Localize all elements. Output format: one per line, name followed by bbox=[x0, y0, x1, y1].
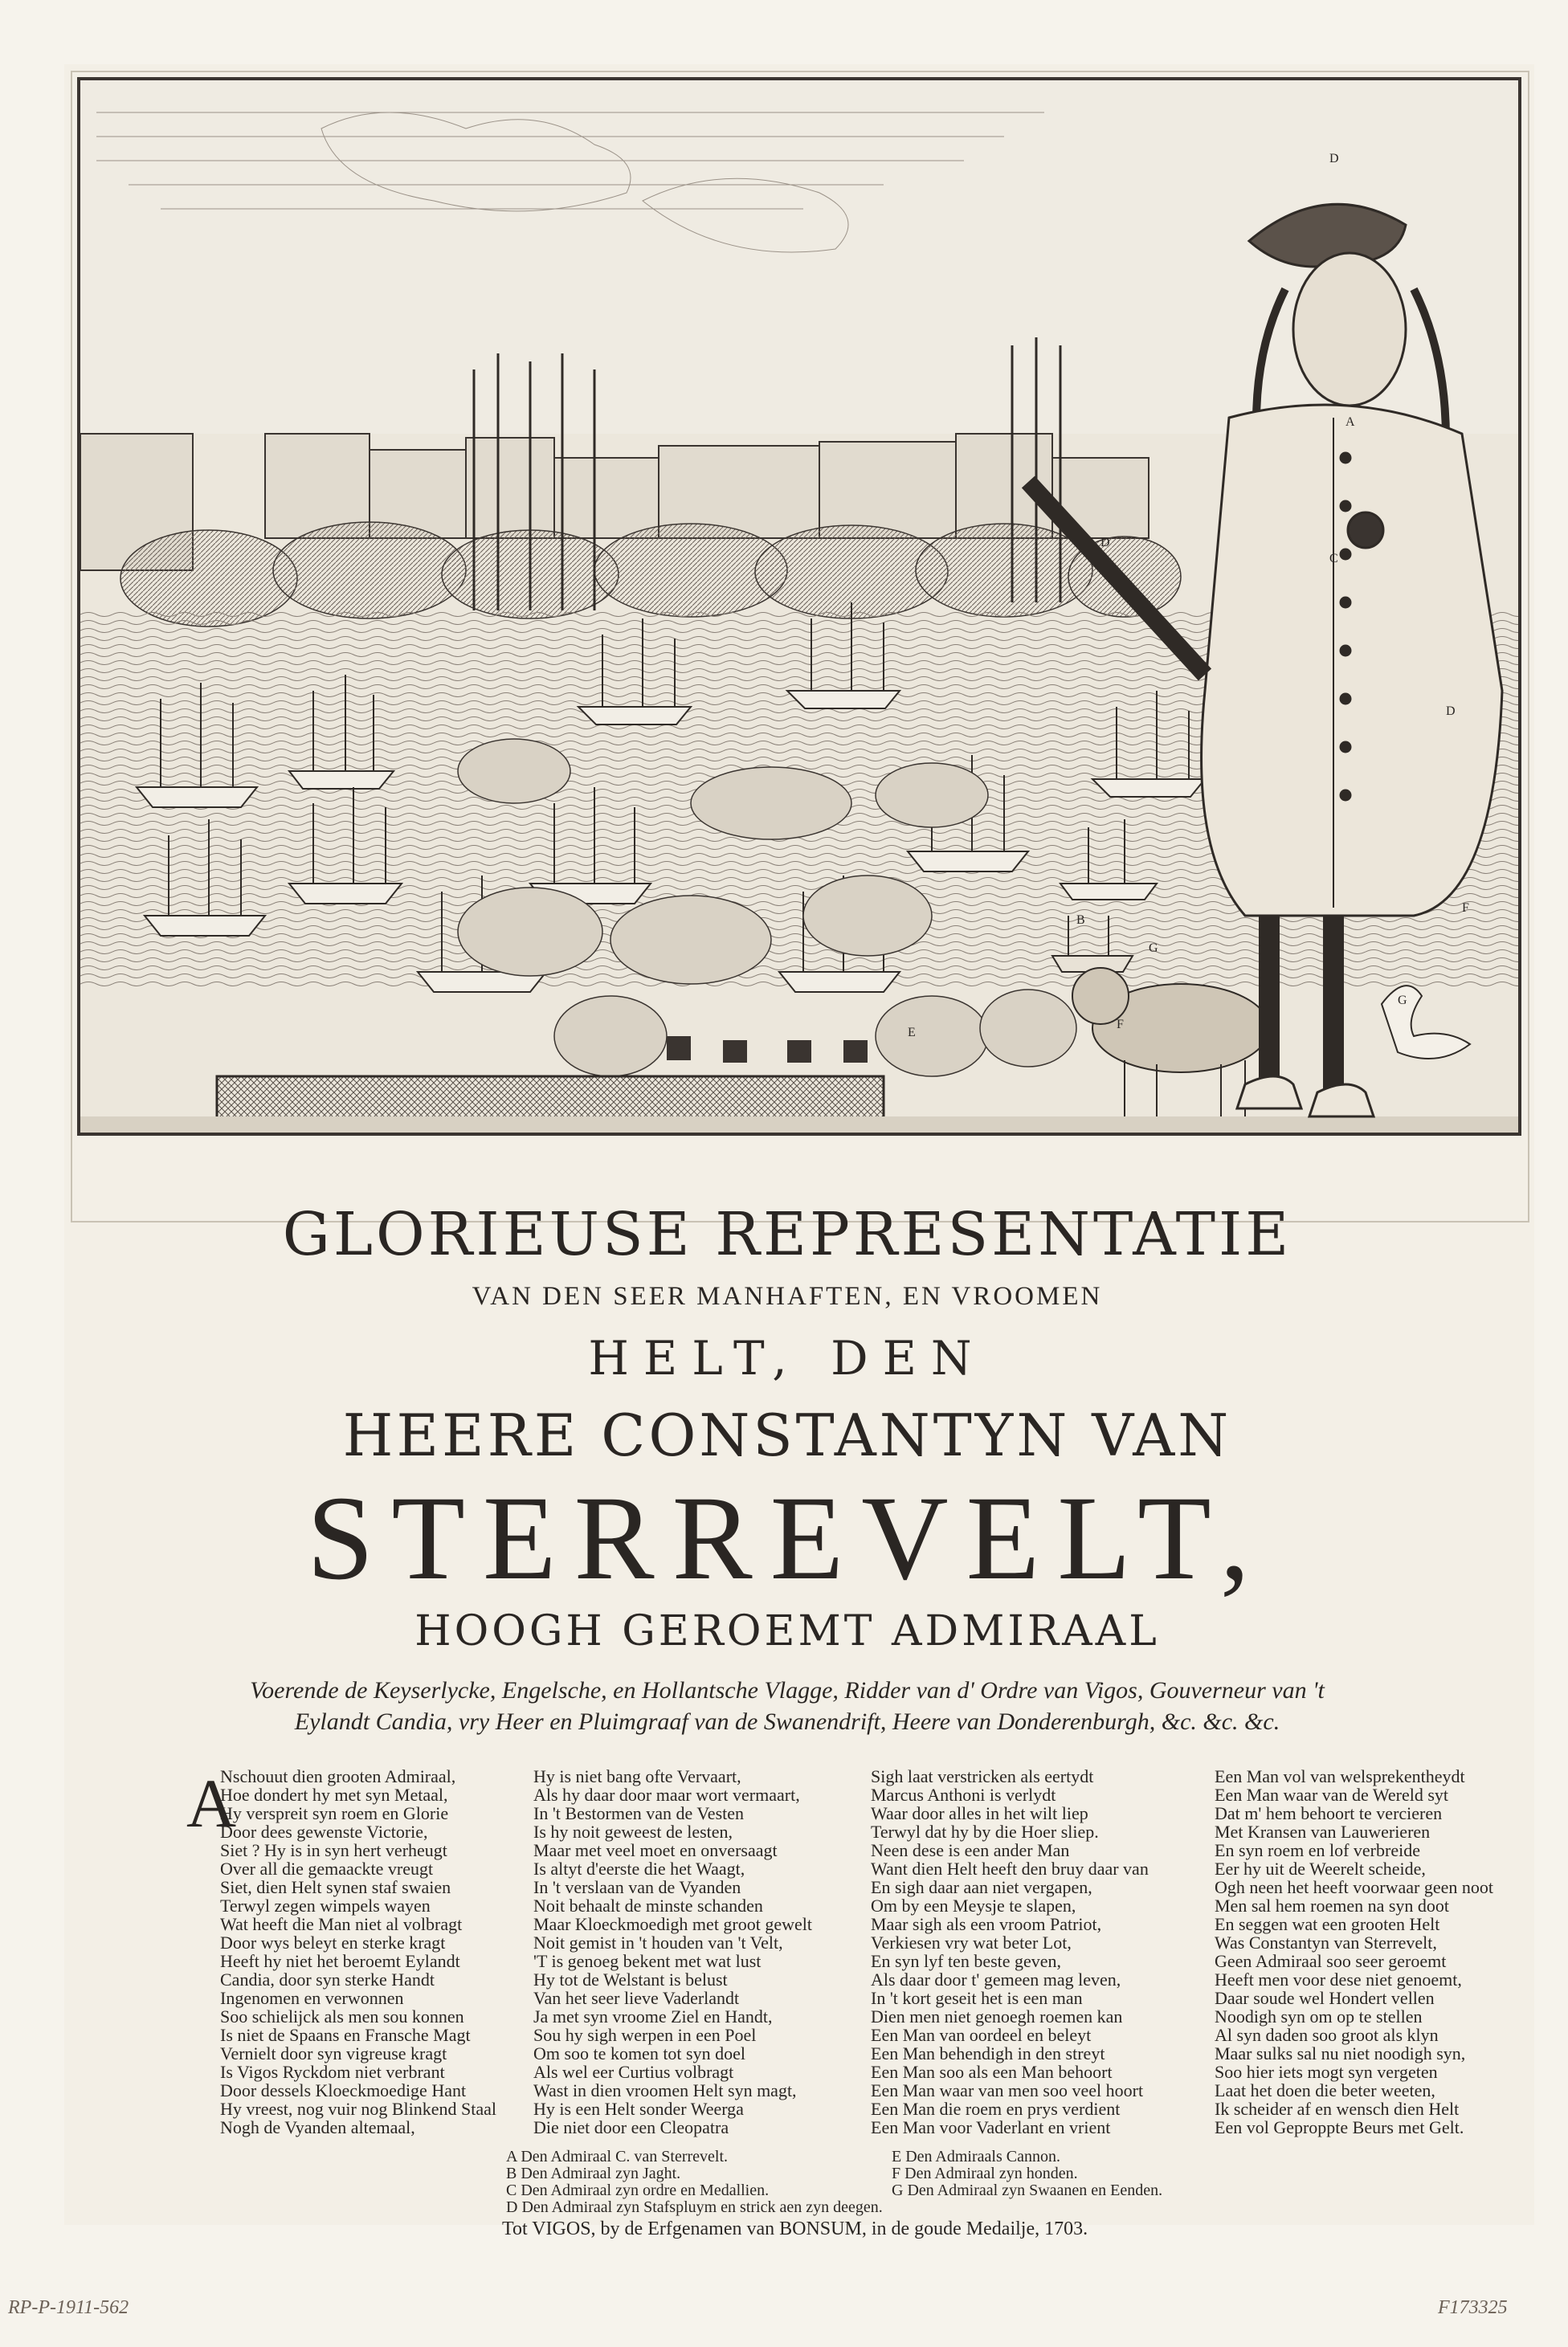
poem-line: Nschouut dien grooten Admiraal, bbox=[220, 1766, 456, 1786]
poem-line: Een Man vol van welsprekentheydt bbox=[1215, 1766, 1465, 1786]
svg-text:F: F bbox=[1462, 901, 1469, 915]
poem-line: Terwyl zegen wimpels wayen bbox=[220, 1896, 431, 1916]
poem-line: Al syn daden soo groot als klyn bbox=[1215, 2025, 1439, 2045]
poem-line: Hy vreest, nog vuir nog Blinkend Staal bbox=[220, 2099, 497, 2119]
poem-line: Door dees gewenste Victorie, bbox=[220, 1822, 428, 1842]
poem-line: Noit gemist in 't houden van 't Velt, bbox=[533, 1933, 783, 1953]
poem-column-3 bbox=[871, 1767, 1208, 2137]
poem-line: Heeft hy niet het beroemt Eylandt bbox=[220, 1951, 460, 1971]
poem-line: In 't Bestormen van de Vesten bbox=[533, 1803, 745, 1823]
poem-line: Ik scheider af en wensch dien Helt bbox=[1215, 2099, 1460, 2119]
poem-line: Neen dese is een ander Man bbox=[871, 1840, 1070, 1860]
swan bbox=[1382, 986, 1470, 1059]
poem-line: Sou hy sigh werpen in een Poel bbox=[533, 2025, 757, 2045]
poem bbox=[186, 1765, 1510, 2153]
legend-entry: G Den Admiraal zyn Swaanen en Eenden. bbox=[892, 2182, 1163, 2199]
title-line-1: GLORIEUSE REPRESENTATIE bbox=[282, 1200, 1292, 1269]
poem-line: Terwyl dat hy by die Hoer sliep. bbox=[871, 1822, 1099, 1842]
poem-line: Soo schielijck als men sou konnen bbox=[220, 2006, 464, 2027]
poem-line: Hy is niet bang ofte Vervaart, bbox=[533, 1766, 741, 1786]
svg-text:F: F bbox=[1117, 1018, 1124, 1031]
legend-entry: E Den Admiraals Cannon. bbox=[892, 2148, 1060, 2165]
poem-line: Een Man behendigh in den streyt bbox=[871, 2043, 1105, 2063]
inventory-number-right: F173325 bbox=[1438, 2297, 1508, 2318]
poem-line: Is hy noit geweest de lesten, bbox=[533, 1822, 733, 1842]
imprint: Tot VIGOS, by de Erfgenamen van BONSUM, in de goude Medailje, 1703. bbox=[502, 2218, 1088, 2239]
legend-entry: F Den Admiraal zyn honden. bbox=[892, 2165, 1078, 2182]
poem-line: Een Man waar van men soo veel hoort bbox=[871, 2080, 1144, 2100]
svg-text:E: E bbox=[908, 1026, 916, 1039]
poem-line: In 't kort geseit het is een man bbox=[871, 1988, 1083, 2008]
subtitle-line-2: Eylandt Candia, vry Heer en Pluimgraaf van de Swanendrift, Heere van Donderenburgh, &c. &c. &c. bbox=[294, 1708, 1280, 1735]
inventory-number-left: RP-P-1911-562 bbox=[8, 2297, 129, 2318]
poem-line: Een Man waar van de Wereld syt bbox=[1215, 1785, 1449, 1805]
poem-line: Men sal hem roemen na syn doot bbox=[1215, 1896, 1450, 1916]
engraving-illustration bbox=[77, 77, 1521, 1136]
poem-line: Siet, dien Helt synen staf swaien bbox=[220, 1877, 451, 1897]
title-line-6: HOOGH GEROEMT ADMIRAAL bbox=[414, 1606, 1160, 1655]
poem-line: Waar door alles in het wilt liep bbox=[871, 1803, 1088, 1823]
title-block bbox=[145, 1200, 1430, 1737]
svg-text:G: G bbox=[1149, 941, 1158, 955]
title-line-5: STERREVELT, bbox=[306, 1471, 1268, 1605]
legend-left bbox=[506, 2149, 883, 2216]
poem-line: Vernielt door syn vigreuse kragt bbox=[220, 2043, 447, 2063]
poem-line: Soo hier iets mogt syn vergeten bbox=[1215, 2062, 1438, 2082]
poem-line: En syn lyf ten beste geven, bbox=[871, 1951, 1062, 1971]
poem-line: Een Man voor Vaderlant en vrient bbox=[871, 2117, 1111, 2137]
poem-line: Candia, door syn sterke Handt bbox=[220, 1969, 435, 1990]
poem-line: Sigh laat verstricken als eertydt bbox=[871, 1766, 1094, 1786]
harbor-scene-illustration bbox=[80, 80, 1518, 1133]
poem-dropcap: A bbox=[186, 1765, 237, 1842]
poem-line: Een Man soo als een Man behoort bbox=[871, 2062, 1113, 2082]
legend-entry: D Den Admiraal zyn Stafspluym en strick aen zyn deegen. bbox=[506, 2198, 883, 2216]
poem-line: Laat het doen die beter weeten, bbox=[1215, 2080, 1435, 2100]
poem-column-4 bbox=[1215, 1767, 1552, 2137]
poem-line: Hy verspreit syn roem en Glorie bbox=[220, 1803, 449, 1823]
svg-text:A: A bbox=[1345, 415, 1355, 429]
poem-line: En sigh daar aan niet vergapen, bbox=[871, 1877, 1092, 1897]
poem-line: Een Man die roem en prys verdient bbox=[871, 2099, 1121, 2119]
poem-line: Dien men niet genoegh roemen kan bbox=[871, 2006, 1123, 2027]
subtitle-line-1: Voerende de Keyserlycke, Engelsche, en Hollantsche Vlagge, Ridder van d' Ordre van Vigos, Gouverneur van 't bbox=[250, 1676, 1325, 1704]
poem-line: Als wel eer Curtius volbragt bbox=[533, 2062, 734, 2082]
poem-line: Ja met syn vroome Ziel en Handt, bbox=[533, 2006, 773, 2027]
poem-line: Dat m' hem behoort te vercieren bbox=[1215, 1803, 1443, 1823]
poem-line: Wat heeft die Man niet al volbragt bbox=[220, 1914, 463, 1934]
poem-line: Ogh neen het heeft voorwaar geen noot bbox=[1215, 1877, 1493, 1897]
poem-line: Hoe dondert hy met syn Metaal, bbox=[220, 1785, 448, 1805]
poem-line: Is altyt d'eerste die het Waagt, bbox=[533, 1859, 745, 1879]
poem-line: 'T is genoeg bekent met wat lust bbox=[533, 1951, 762, 1971]
poem-line: Nogh de Vyanden altemaal, bbox=[220, 2117, 415, 2137]
legend-entry: C Den Admiraal zyn ordre en Medallien. bbox=[506, 2182, 770, 2199]
poem-line: Om by een Meysje te slapen, bbox=[871, 1896, 1076, 1916]
poem-line: Noodigh syn om op te stellen bbox=[1215, 2006, 1423, 2027]
poem-line: Maar sigh als een vroom Patriot, bbox=[871, 1914, 1102, 1934]
poem-line: Maar sulks sal nu niet noodigh syn, bbox=[1215, 2043, 1466, 2063]
svg-text:D: D bbox=[1100, 536, 1110, 549]
poem-column-1 bbox=[220, 1767, 557, 2137]
title-line-2: VAN DEN SEER MANHAFTEN, EN VROOMEN bbox=[472, 1282, 1103, 1311]
poem-line: Was Constantyn van Sterrevelt, bbox=[1215, 1933, 1437, 1953]
poem-line: Maar met veel moet en onversaagt bbox=[533, 1840, 778, 1860]
poem-line: Over all die gemaackte vreugt bbox=[220, 1859, 434, 1879]
poem-line: Noit behaalt de minste schanden bbox=[533, 1896, 763, 1916]
poem-line: Maar Kloeckmoedigh met groot gewelt bbox=[533, 1914, 813, 1934]
poem-line: Geen Admiraal soo seer geroemt bbox=[1215, 1951, 1447, 1971]
poem-line: Door dessels Kloeckmoedige Hant bbox=[220, 2080, 467, 2100]
poem-line: In 't verslaan van de Vyanden bbox=[533, 1877, 741, 1897]
legend-entry: B Den Admiraal zyn Jaght. bbox=[506, 2165, 681, 2182]
poem-line: Een Man van oordeel en beleyt bbox=[871, 2025, 1092, 2045]
svg-text:G: G bbox=[1398, 994, 1407, 1007]
poem-line: Verkiesen vry wat beter Lot, bbox=[871, 1933, 1072, 1953]
poem-line: Heeft men voor dese niet genoemt, bbox=[1215, 1969, 1462, 1990]
poem-line: Met Kransen van Lauwerieren bbox=[1215, 1822, 1431, 1842]
svg-text:D: D bbox=[1446, 704, 1456, 718]
poem-line: Hy is een Helt sonder Weerga bbox=[533, 2099, 744, 2119]
poem-line: Om soo te komen tot syn doel bbox=[533, 2043, 745, 2063]
poem-line: Siet ? Hy is in syn hert verheugt bbox=[220, 1840, 447, 1860]
legend-entry: A Den Admiraal C. van Sterrevelt. bbox=[506, 2148, 729, 2165]
poem-line: En seggen wat een grooten Helt bbox=[1215, 1914, 1440, 1934]
flower-pots bbox=[667, 1036, 868, 1063]
poem-line: Van het seer lieve Vaderlandt bbox=[533, 1988, 740, 2008]
title-line-4: HEERE CONSTANTYN VAN bbox=[342, 1402, 1232, 1469]
poem-line: Wast in dien vroomen Helt syn magt, bbox=[533, 2080, 797, 2100]
legend-right bbox=[892, 2149, 1162, 2199]
poem-line: Is niet de Spaans en Fransche Magt bbox=[220, 2025, 471, 2045]
subtitle bbox=[145, 1675, 1430, 1737]
poem-line: Door wys beleyt en sterke kragt bbox=[220, 1933, 446, 1953]
admiral-dog bbox=[1072, 968, 1269, 1116]
poem-line: Hy tot de Welstant is belust bbox=[533, 1969, 728, 1990]
poem-line: Eer hy uit de Weerelt scheide, bbox=[1215, 1859, 1426, 1879]
poem-line: En syn roem en lof verbreide bbox=[1215, 1840, 1420, 1860]
poem-line: Is Vigos Ryckdom niet verbrant bbox=[220, 2062, 445, 2082]
svg-text:D: D bbox=[1329, 152, 1339, 165]
poem-line: Daar soude wel Hondert vellen bbox=[1215, 1988, 1435, 2008]
poem-line: Want dien Helt heeft den bruy daar van bbox=[871, 1859, 1149, 1879]
poem-column-2 bbox=[533, 1767, 871, 2137]
poem-line: Marcus Anthoni is verlydt bbox=[871, 1785, 1056, 1805]
poem-line: Als daar door t' gemeen mag leven, bbox=[871, 1969, 1121, 1990]
svg-text:B: B bbox=[1076, 913, 1085, 927]
poem-line: Als hy daar door maar wort vermaart, bbox=[533, 1785, 800, 1805]
poem-line: Een vol Geproppte Beurs met Gelt. bbox=[1215, 2117, 1464, 2137]
title-line-3: HELT, DEN bbox=[588, 1331, 986, 1386]
poem-line: Die niet door een Cleopatra bbox=[533, 2117, 729, 2137]
poem-line: Ingenomen en verwonnen bbox=[220, 1988, 404, 2008]
svg-text:C: C bbox=[1329, 552, 1338, 565]
